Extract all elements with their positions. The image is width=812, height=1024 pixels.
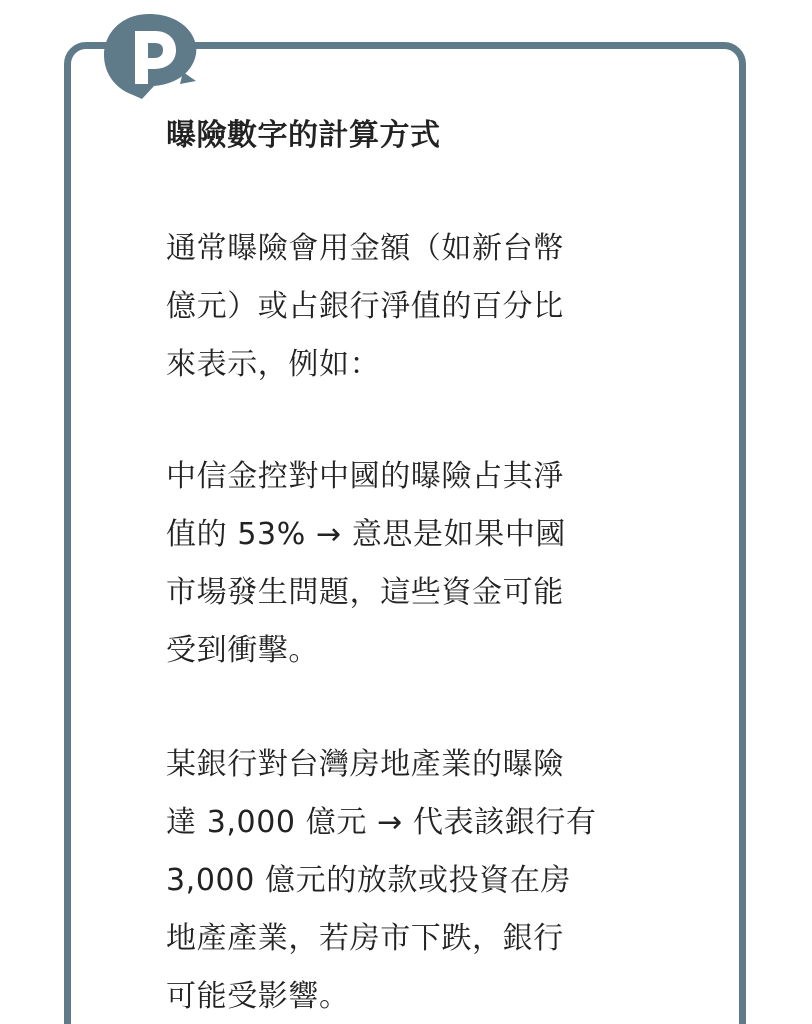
article-heading: 曝險數字的計算方式 [166, 118, 441, 153]
paragraph-example-2: 某銀行對台灣房地產業的曝險 達 3,000 億元 → 代表該銀行有 3,000 億元的放款或投資在房 地產產業，若房市下跌，銀行 可能受影響。 [166, 747, 597, 1014]
p-logo-icon [96, 8, 200, 100]
paragraph-example-1: 中信金控對中國的曝險占其淨 值的 53% → 意思是如果中國 市場發生問題，這些資金可能 受到衝擊。 [166, 459, 567, 668]
paragraph-intro: 通常曝險會用金額（如新台幣 億元）或占銀行淨值的百分比 來表示，例如： [166, 231, 564, 382]
article-body [166, 108, 652, 1024]
